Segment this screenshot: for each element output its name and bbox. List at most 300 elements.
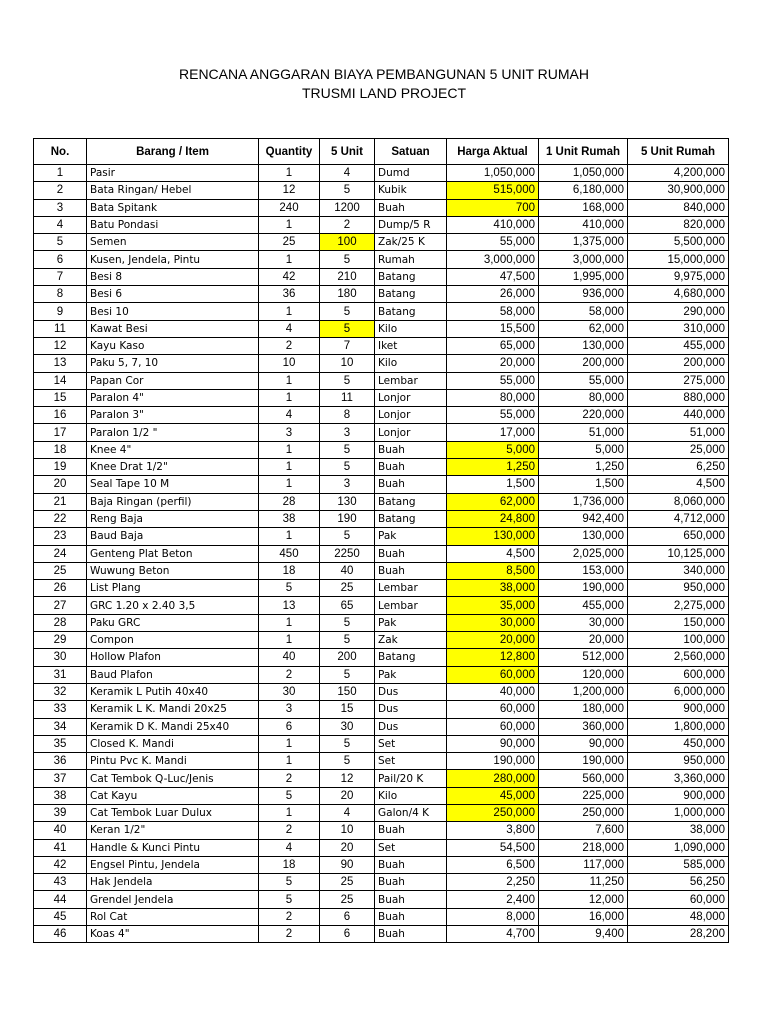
cell-harga-aktual: 80,000 xyxy=(447,389,539,406)
cell-item: List Plang xyxy=(87,580,259,597)
table-row xyxy=(34,701,729,718)
cell-5-unit-rumah: 8,060,000 xyxy=(628,493,729,510)
cell-no: 39 xyxy=(34,804,87,821)
cell-no: 42 xyxy=(34,856,87,873)
cell-quantity: 40 xyxy=(259,649,320,666)
cell-5-unit: 2 xyxy=(320,216,375,233)
cell-item: Pintu Pvc K. Mandi xyxy=(87,753,259,770)
cell-satuan: Buah xyxy=(375,891,447,908)
cell-1-unit-rumah: 1,375,000 xyxy=(539,234,628,251)
cell-quantity: 1 xyxy=(259,614,320,631)
table-row xyxy=(34,908,729,925)
cell-item: Papan Cor xyxy=(87,372,259,389)
cell-5-unit-rumah: 820,000 xyxy=(628,216,729,233)
cell-5-unit: 20 xyxy=(320,787,375,804)
cell-harga-aktual: 55,000 xyxy=(447,372,539,389)
cell-harga-aktual: 62,000 xyxy=(447,493,539,510)
cell-1-unit-rumah: 11,250 xyxy=(539,874,628,891)
cell-satuan: Batang xyxy=(375,303,447,320)
table-row xyxy=(34,268,729,285)
cell-quantity: 1 xyxy=(259,303,320,320)
cell-quantity: 1 xyxy=(259,735,320,752)
table-row xyxy=(34,441,729,458)
cell-no: 17 xyxy=(34,424,87,441)
header-item: Barang / Item xyxy=(87,139,259,165)
cell-harga-aktual: 20,000 xyxy=(447,632,539,649)
cell-5-unit: 3 xyxy=(320,476,375,493)
cell-5-unit: 30 xyxy=(320,718,375,735)
cell-5-unit-rumah: 4,712,000 xyxy=(628,510,729,527)
cell-quantity: 18 xyxy=(259,562,320,579)
cell-no: 6 xyxy=(34,251,87,268)
cell-5-unit: 5 xyxy=(320,666,375,683)
cell-satuan: Zak/25 K xyxy=(375,234,447,251)
cell-5-unit-rumah: 48,000 xyxy=(628,908,729,925)
cell-5-unit: 6 xyxy=(320,908,375,925)
table-row xyxy=(34,459,729,476)
cell-quantity: 2 xyxy=(259,337,320,354)
cell-no: 28 xyxy=(34,614,87,631)
cell-satuan: Buah xyxy=(375,459,447,476)
cell-5-unit-rumah: 4,680,000 xyxy=(628,286,729,303)
table-row xyxy=(34,510,729,527)
cell-harga-aktual: 190,000 xyxy=(447,753,539,770)
cell-no: 21 xyxy=(34,493,87,510)
cell-harga-aktual: 410,000 xyxy=(447,216,539,233)
header-5-unit-rumah: 5 Unit Rumah xyxy=(628,139,729,165)
cell-5-unit-rumah: 950,000 xyxy=(628,580,729,597)
cell-5-unit-rumah: 30,900,000 xyxy=(628,182,729,199)
cell-quantity: 10 xyxy=(259,355,320,372)
cell-5-unit-rumah: 3,360,000 xyxy=(628,770,729,787)
cell-1-unit-rumah: 360,000 xyxy=(539,718,628,735)
cell-5-unit: 180 xyxy=(320,286,375,303)
cell-5-unit-rumah: 56,250 xyxy=(628,874,729,891)
cell-1-unit-rumah: 120,000 xyxy=(539,666,628,683)
cell-item: Compon xyxy=(87,632,259,649)
cell-5-unit-rumah: 4,500 xyxy=(628,476,729,493)
cell-no: 15 xyxy=(34,389,87,406)
table-row xyxy=(34,493,729,510)
table-row xyxy=(34,337,729,354)
cell-satuan: Batang xyxy=(375,510,447,527)
cell-no: 12 xyxy=(34,337,87,354)
cell-satuan: Iket xyxy=(375,337,447,354)
cell-1-unit-rumah: 455,000 xyxy=(539,597,628,614)
cell-quantity: 5 xyxy=(259,787,320,804)
table-row xyxy=(34,545,729,562)
cell-no: 1 xyxy=(34,165,87,182)
cell-item: Keramik L K. Mandi 20x25 xyxy=(87,701,259,718)
cell-1-unit-rumah: 3,000,000 xyxy=(539,251,628,268)
cell-quantity: 2 xyxy=(259,908,320,925)
cell-quantity: 1 xyxy=(259,216,320,233)
table-row xyxy=(34,372,729,389)
cell-satuan: Set xyxy=(375,753,447,770)
table-row xyxy=(34,182,729,199)
cell-1-unit-rumah: 218,000 xyxy=(539,839,628,856)
cell-quantity: 1 xyxy=(259,753,320,770)
table-row xyxy=(34,735,729,752)
cell-5-unit-rumah: 840,000 xyxy=(628,199,729,216)
cell-no: 8 xyxy=(34,286,87,303)
cell-5-unit: 5 xyxy=(320,372,375,389)
cell-no: 14 xyxy=(34,372,87,389)
cell-5-unit-rumah: 1,090,000 xyxy=(628,839,729,856)
cell-quantity: 450 xyxy=(259,545,320,562)
cell-1-unit-rumah: 5,000 xyxy=(539,441,628,458)
cell-1-unit-rumah: 20,000 xyxy=(539,632,628,649)
cell-item: Keran 1/2" xyxy=(87,822,259,839)
cell-quantity: 4 xyxy=(259,320,320,337)
cell-no: 2 xyxy=(34,182,87,199)
cell-satuan: Buah xyxy=(375,908,447,925)
cell-no: 19 xyxy=(34,459,87,476)
cell-5-unit: 5 xyxy=(320,303,375,320)
table-row xyxy=(34,216,729,233)
cell-5-unit: 5 xyxy=(320,182,375,199)
table-row xyxy=(34,424,729,441)
cell-harga-aktual: 1,050,000 xyxy=(447,165,539,182)
cell-quantity: 5 xyxy=(259,891,320,908)
cell-5-unit-rumah: 455,000 xyxy=(628,337,729,354)
cell-no: 45 xyxy=(34,908,87,925)
cell-satuan: Dumd xyxy=(375,165,447,182)
cell-5-unit-rumah: 450,000 xyxy=(628,735,729,752)
cell-harga-aktual: 90,000 xyxy=(447,735,539,752)
cell-harga-aktual: 8,500 xyxy=(447,562,539,579)
cell-item: Baja Ringan (perfil) xyxy=(87,493,259,510)
table-header-row xyxy=(34,139,729,165)
cell-item: Grendel Jendela xyxy=(87,891,259,908)
table-row xyxy=(34,562,729,579)
cell-5-unit: 25 xyxy=(320,891,375,908)
cell-5-unit: 65 xyxy=(320,597,375,614)
cell-5-unit-rumah: 600,000 xyxy=(628,666,729,683)
cell-satuan: Buah xyxy=(375,926,447,943)
table-row xyxy=(34,753,729,770)
table-row xyxy=(34,718,729,735)
header-harga-aktual: Harga Aktual xyxy=(447,139,539,165)
cell-harga-aktual: 6,500 xyxy=(447,856,539,873)
cell-1-unit-rumah: 62,000 xyxy=(539,320,628,337)
cell-5-unit: 150 xyxy=(320,683,375,700)
cell-item: Keramik D K. Mandi 25x40 xyxy=(87,718,259,735)
cell-harga-aktual: 2,400 xyxy=(447,891,539,908)
cell-satuan: Batang xyxy=(375,268,447,285)
cell-no: 26 xyxy=(34,580,87,597)
cell-satuan: Batang xyxy=(375,649,447,666)
cell-quantity: 1 xyxy=(259,459,320,476)
cell-satuan: Dus xyxy=(375,683,447,700)
cell-5-unit: 5 xyxy=(320,251,375,268)
cell-item: Besi 6 xyxy=(87,286,259,303)
cell-quantity: 1 xyxy=(259,165,320,182)
cell-satuan: Lembar xyxy=(375,597,447,614)
cell-harga-aktual: 15,500 xyxy=(447,320,539,337)
cell-5-unit: 4 xyxy=(320,804,375,821)
cell-5-unit: 10 xyxy=(320,355,375,372)
cell-5-unit: 5 xyxy=(320,459,375,476)
header-satuan: Satuan xyxy=(375,139,447,165)
cell-5-unit: 210 xyxy=(320,268,375,285)
table-row xyxy=(34,476,729,493)
cell-harga-aktual: 3,800 xyxy=(447,822,539,839)
cell-5-unit: 11 xyxy=(320,389,375,406)
cell-5-unit-rumah: 2,560,000 xyxy=(628,649,729,666)
table-row xyxy=(34,199,729,216)
cell-item: Pasir xyxy=(87,165,259,182)
cell-harga-aktual: 30,000 xyxy=(447,614,539,631)
cell-5-unit: 190 xyxy=(320,510,375,527)
table-row xyxy=(34,355,729,372)
cell-item: Bata Ringan/ Hebel xyxy=(87,182,259,199)
cell-5-unit-rumah: 28,200 xyxy=(628,926,729,943)
cell-5-unit-rumah: 310,000 xyxy=(628,320,729,337)
cell-1-unit-rumah: 6,180,000 xyxy=(539,182,628,199)
cell-harga-aktual: 58,000 xyxy=(447,303,539,320)
cell-satuan: Rumah xyxy=(375,251,447,268)
table-row xyxy=(34,407,729,424)
cell-quantity: 2 xyxy=(259,770,320,787)
table-row xyxy=(34,614,729,631)
cell-1-unit-rumah: 200,000 xyxy=(539,355,628,372)
cell-harga-aktual: 515,000 xyxy=(447,182,539,199)
cell-item: Baud Plafon xyxy=(87,666,259,683)
cell-satuan: Buah xyxy=(375,822,447,839)
cell-item: Hak Jendela xyxy=(87,874,259,891)
cell-no: 29 xyxy=(34,632,87,649)
cell-item: Kayu Kaso xyxy=(87,337,259,354)
cell-item: Kawat Besi xyxy=(87,320,259,337)
cell-satuan: Buah xyxy=(375,562,447,579)
cell-1-unit-rumah: 130,000 xyxy=(539,337,628,354)
cell-harga-aktual: 38,000 xyxy=(447,580,539,597)
cell-quantity: 1 xyxy=(259,251,320,268)
cell-satuan: Buah xyxy=(375,545,447,562)
cell-item: Genteng Plat Beton xyxy=(87,545,259,562)
cell-5-unit: 200 xyxy=(320,649,375,666)
cell-satuan: Pak xyxy=(375,528,447,545)
cell-5-unit: 40 xyxy=(320,562,375,579)
table-row xyxy=(34,787,729,804)
cell-satuan: Kilo xyxy=(375,787,447,804)
cell-satuan: Lonjor xyxy=(375,424,447,441)
cell-5-unit-rumah: 1,000,000 xyxy=(628,804,729,821)
cell-5-unit-rumah: 38,000 xyxy=(628,822,729,839)
cell-1-unit-rumah: 190,000 xyxy=(539,580,628,597)
cell-harga-aktual: 45,000 xyxy=(447,787,539,804)
cell-quantity: 3 xyxy=(259,424,320,441)
cell-quantity: 38 xyxy=(259,510,320,527)
cell-no: 36 xyxy=(34,753,87,770)
cell-item: Koas 4" xyxy=(87,926,259,943)
cell-harga-aktual: 60,000 xyxy=(447,718,539,735)
cell-quantity: 2 xyxy=(259,666,320,683)
table-row xyxy=(34,286,729,303)
cell-1-unit-rumah: 1,200,000 xyxy=(539,683,628,700)
table-row xyxy=(34,822,729,839)
table-row xyxy=(34,839,729,856)
cell-5-unit: 100 xyxy=(320,234,375,251)
cell-quantity: 4 xyxy=(259,839,320,856)
cell-5-unit: 1200 xyxy=(320,199,375,216)
cell-no: 3 xyxy=(34,199,87,216)
cell-5-unit: 5 xyxy=(320,614,375,631)
cell-1-unit-rumah: 1,250 xyxy=(539,459,628,476)
table-row xyxy=(34,597,729,614)
cell-no: 22 xyxy=(34,510,87,527)
table-row xyxy=(34,856,729,873)
cell-item: Knee 4" xyxy=(87,441,259,458)
cell-satuan: Dump/5 R xyxy=(375,216,447,233)
cell-satuan: Batang xyxy=(375,286,447,303)
cell-no: 35 xyxy=(34,735,87,752)
header-no: No. xyxy=(34,139,87,165)
cell-5-unit: 25 xyxy=(320,874,375,891)
cell-no: 20 xyxy=(34,476,87,493)
cell-satuan: Lonjor xyxy=(375,407,447,424)
cell-5-unit-rumah: 900,000 xyxy=(628,787,729,804)
cell-1-unit-rumah: 7,600 xyxy=(539,822,628,839)
cell-1-unit-rumah: 153,000 xyxy=(539,562,628,579)
cell-no: 31 xyxy=(34,666,87,683)
cell-satuan: Kilo xyxy=(375,320,447,337)
cell-satuan: Zak xyxy=(375,632,447,649)
cell-harga-aktual: 60,000 xyxy=(447,666,539,683)
cell-item: Hollow Plafon xyxy=(87,649,259,666)
cell-1-unit-rumah: 51,000 xyxy=(539,424,628,441)
cell-1-unit-rumah: 55,000 xyxy=(539,372,628,389)
cell-5-unit: 130 xyxy=(320,493,375,510)
cell-harga-aktual: 26,000 xyxy=(447,286,539,303)
cell-no: 44 xyxy=(34,891,87,908)
table-row xyxy=(34,320,729,337)
cell-no: 32 xyxy=(34,683,87,700)
cell-harga-aktual: 55,000 xyxy=(447,407,539,424)
header-5-unit: 5 Unit xyxy=(320,139,375,165)
cell-quantity: 240 xyxy=(259,199,320,216)
cell-satuan: Pail/20 K xyxy=(375,770,447,787)
cell-5-unit-rumah: 275,000 xyxy=(628,372,729,389)
cell-no: 13 xyxy=(34,355,87,372)
cell-item: Paralon 4" xyxy=(87,389,259,406)
cell-1-unit-rumah: 168,000 xyxy=(539,199,628,216)
cell-satuan: Buah xyxy=(375,199,447,216)
cell-harga-aktual: 24,800 xyxy=(447,510,539,527)
cell-quantity: 2 xyxy=(259,926,320,943)
cell-quantity: 1 xyxy=(259,441,320,458)
cell-no: 34 xyxy=(34,718,87,735)
table-row xyxy=(34,165,729,182)
cell-harga-aktual: 17,000 xyxy=(447,424,539,441)
cell-5-unit: 10 xyxy=(320,822,375,839)
cell-5-unit-rumah: 9,975,000 xyxy=(628,268,729,285)
cell-1-unit-rumah: 58,000 xyxy=(539,303,628,320)
cell-5-unit: 5 xyxy=(320,735,375,752)
cell-harga-aktual: 55,000 xyxy=(447,234,539,251)
table-row xyxy=(34,234,729,251)
table-row xyxy=(34,528,729,545)
cell-item: Knee Drat 1/2" xyxy=(87,459,259,476)
cell-5-unit-rumah: 650,000 xyxy=(628,528,729,545)
cell-no: 27 xyxy=(34,597,87,614)
cell-item: Cat Tembok Luar Dulux xyxy=(87,804,259,821)
cell-satuan: Kilo xyxy=(375,355,447,372)
cell-no: 4 xyxy=(34,216,87,233)
cell-1-unit-rumah: 2,025,000 xyxy=(539,545,628,562)
header-quantity: Quantity xyxy=(259,139,320,165)
cell-quantity: 1 xyxy=(259,632,320,649)
cell-no: 30 xyxy=(34,649,87,666)
cell-item: Paralon 1/2 " xyxy=(87,424,259,441)
cell-quantity: 25 xyxy=(259,234,320,251)
cell-5-unit-rumah: 15,000,000 xyxy=(628,251,729,268)
cell-satuan: Kubik xyxy=(375,182,447,199)
cell-item: Paku 5, 7, 10 xyxy=(87,355,259,372)
cell-satuan: Buah xyxy=(375,874,447,891)
cell-5-unit: 5 xyxy=(320,320,375,337)
cell-harga-aktual: 3,000,000 xyxy=(447,251,539,268)
cell-5-unit: 3 xyxy=(320,424,375,441)
cell-1-unit-rumah: 250,000 xyxy=(539,804,628,821)
cell-quantity: 6 xyxy=(259,718,320,735)
table-row xyxy=(34,632,729,649)
cell-harga-aktual: 20,000 xyxy=(447,355,539,372)
cell-no: 5 xyxy=(34,234,87,251)
cell-harga-aktual: 5,000 xyxy=(447,441,539,458)
cell-item: Besi 8 xyxy=(87,268,259,285)
cell-5-unit-rumah: 5,500,000 xyxy=(628,234,729,251)
cell-harga-aktual: 4,700 xyxy=(447,926,539,943)
cell-satuan: Dus xyxy=(375,701,447,718)
cell-item: Reng Baja xyxy=(87,510,259,527)
cell-5-unit-rumah: 2,275,000 xyxy=(628,597,729,614)
cell-1-unit-rumah: 560,000 xyxy=(539,770,628,787)
cell-quantity: 1 xyxy=(259,372,320,389)
cell-5-unit: 8 xyxy=(320,407,375,424)
cell-quantity: 36 xyxy=(259,286,320,303)
cell-harga-aktual: 280,000 xyxy=(447,770,539,787)
cell-5-unit-rumah: 290,000 xyxy=(628,303,729,320)
cell-satuan: Lonjor xyxy=(375,389,447,406)
cell-quantity: 42 xyxy=(259,268,320,285)
table-row xyxy=(34,303,729,320)
budget-table xyxy=(33,138,729,943)
cell-item: GRC 1.20 x 2.40 3,5 xyxy=(87,597,259,614)
cell-satuan: Pak xyxy=(375,666,447,683)
cell-item: Paku GRC xyxy=(87,614,259,631)
cell-quantity: 4 xyxy=(259,407,320,424)
cell-1-unit-rumah: 1,050,000 xyxy=(539,165,628,182)
cell-satuan: Batang xyxy=(375,493,447,510)
cell-1-unit-rumah: 220,000 xyxy=(539,407,628,424)
cell-5-unit-rumah: 60,000 xyxy=(628,891,729,908)
cell-5-unit-rumah: 880,000 xyxy=(628,389,729,406)
cell-5-unit-rumah: 100,000 xyxy=(628,632,729,649)
cell-5-unit-rumah: 440,000 xyxy=(628,407,729,424)
cell-5-unit-rumah: 150,000 xyxy=(628,614,729,631)
cell-quantity: 2 xyxy=(259,822,320,839)
cell-5-unit-rumah: 10,125,000 xyxy=(628,545,729,562)
cell-5-unit: 90 xyxy=(320,856,375,873)
document-title: RENCANA ANGGARAN BIAYA PEMBANGUNAN 5 UNIT RUMAH xyxy=(179,66,589,82)
cell-item: Cat Kayu xyxy=(87,787,259,804)
header-1-unit-rumah: 1 Unit Rumah xyxy=(539,139,628,165)
cell-no: 46 xyxy=(34,926,87,943)
cell-harga-aktual: 250,000 xyxy=(447,804,539,821)
cell-5-unit: 4 xyxy=(320,165,375,182)
